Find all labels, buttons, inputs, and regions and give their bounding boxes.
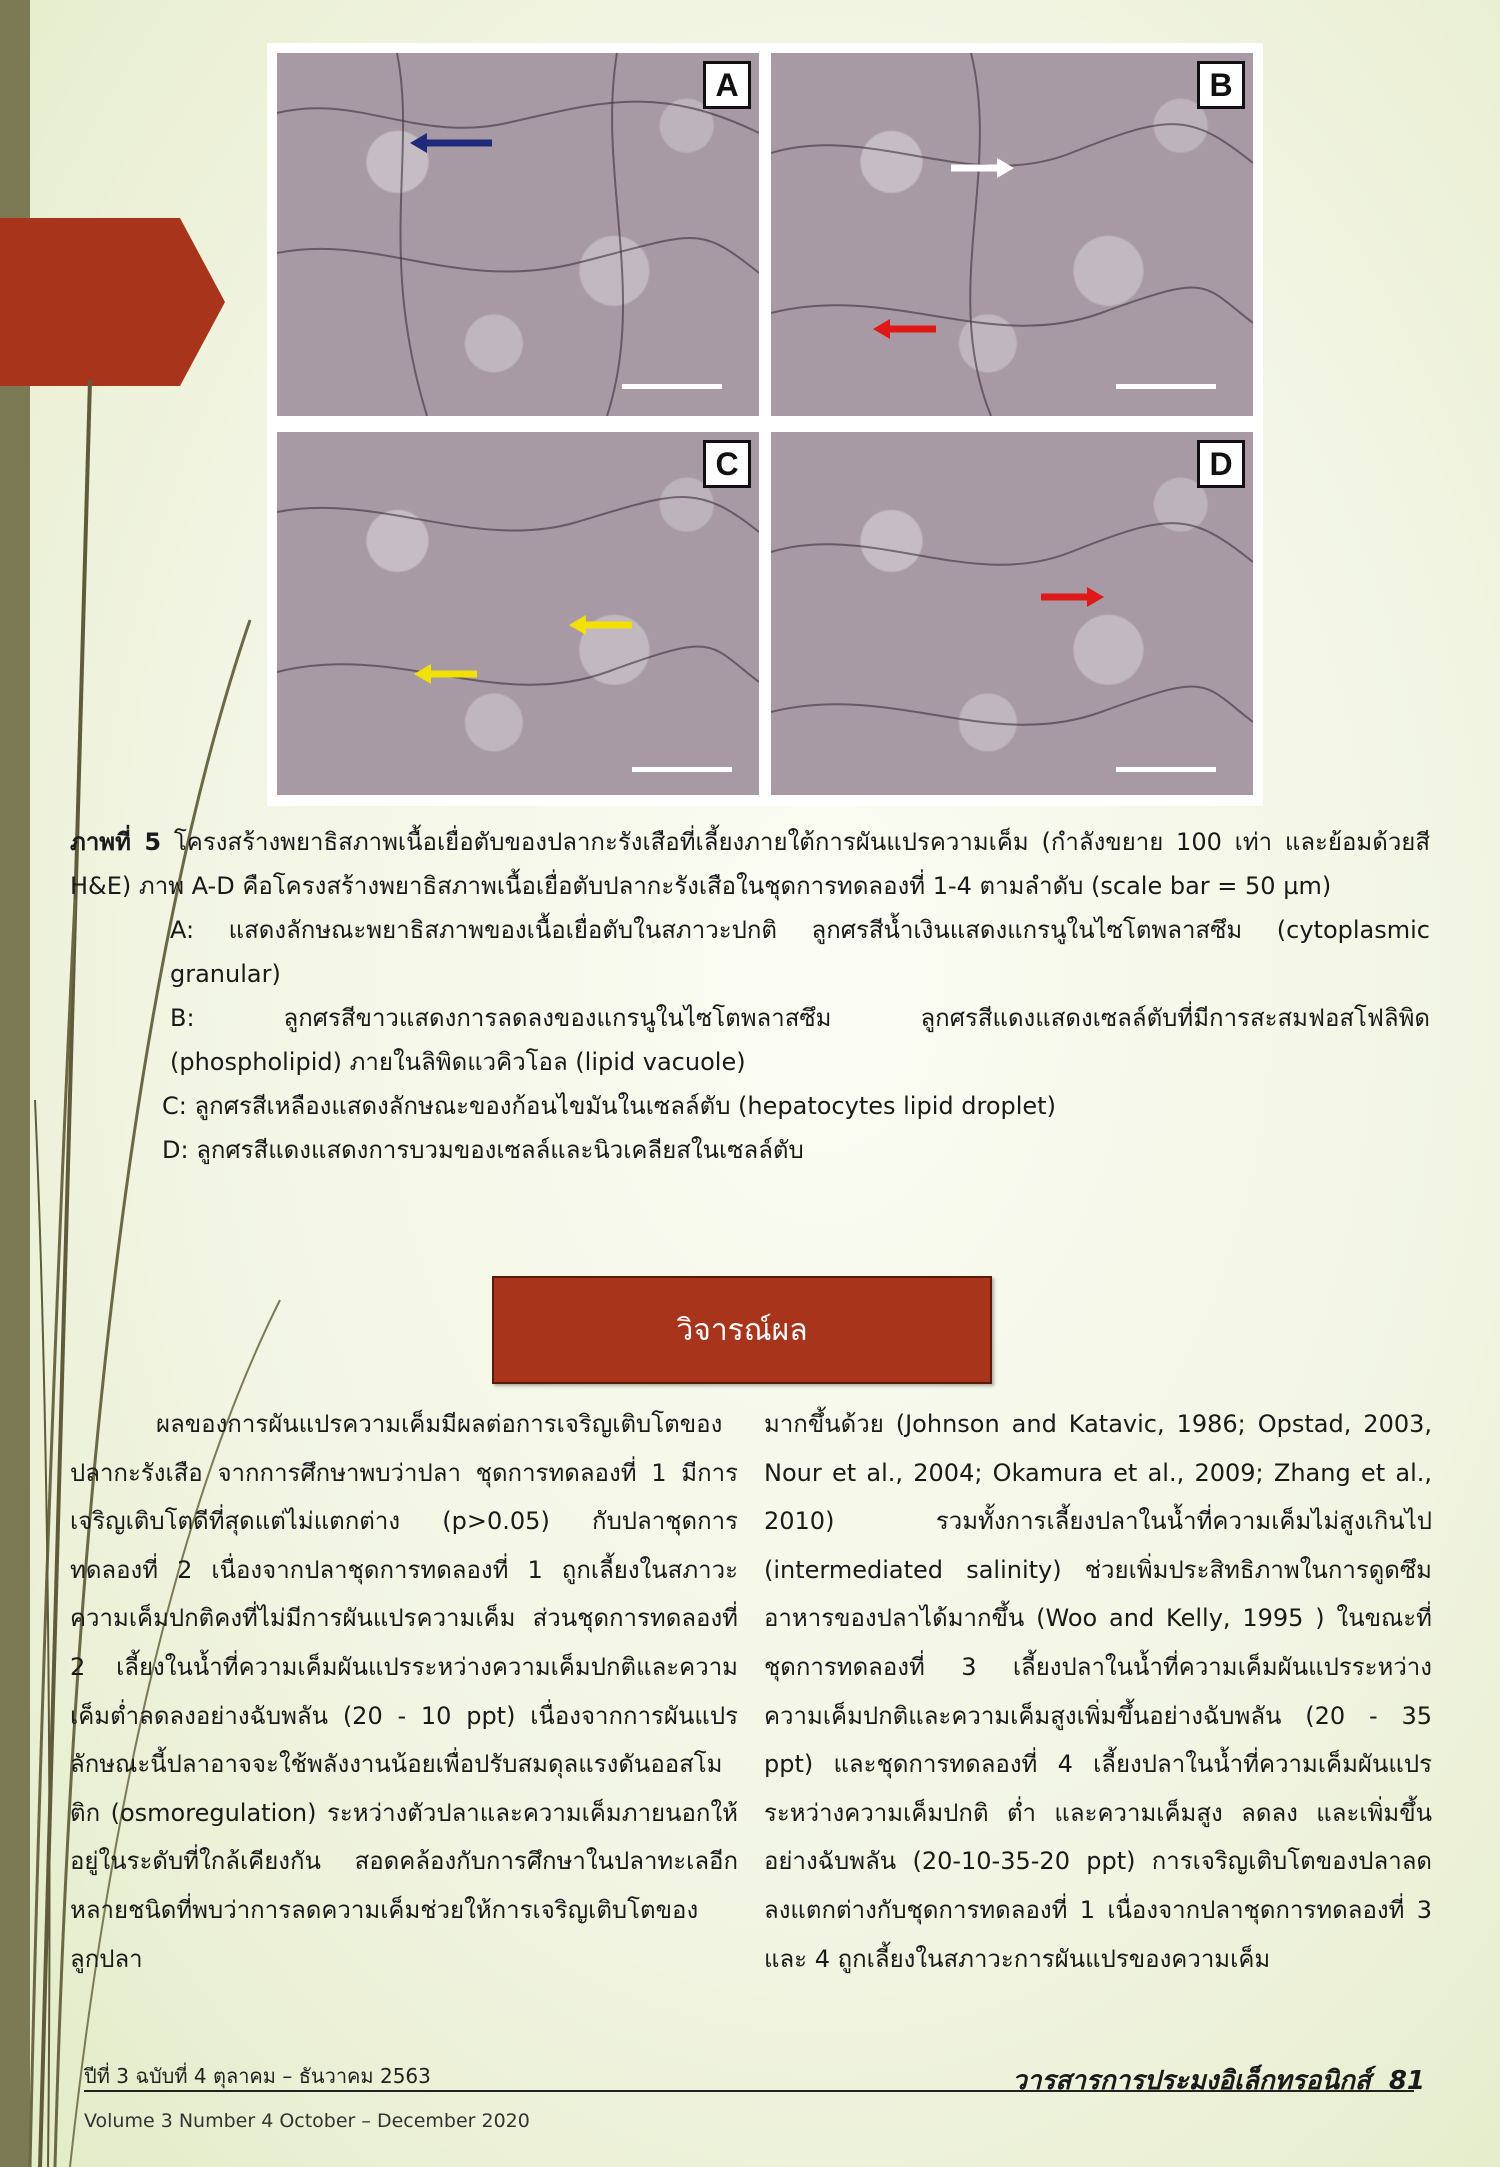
figure-panel-d [771,432,1253,795]
red-arrow-icon [873,319,936,339]
panel-label: C [703,440,751,488]
section-heading [492,1276,992,1384]
body-column-left [70,1400,738,1983]
white-arrow-icon [951,158,1014,178]
panel-label: B [1197,61,1245,109]
histology-figure [267,43,1263,806]
footer-volume: Volume 3 Number 4 October – December 2020 [84,2110,530,2132]
figure-caption [70,820,1430,1172]
panel-label: A [703,61,751,109]
scale-bar [622,384,722,389]
journal-name: วารสารการประมงอิเล็กทรอนิกส์ [1012,2066,1371,2096]
caption-item-b: B: ลูกศรสีขาวแสดงการลดลงของแกรนูในไซโตพลาสซึม ลูกศรสีแดงแสดงเซลล์ตับที่มีการสะสมฟอสโฟลิพิด (phospholipid) ภายในลิพิดแวคิวโอล (lipid vacuole) [170,1004,1430,1076]
page-number: 81 [1388,2066,1425,2096]
section-heading-text: วิจารณ์ผล [676,1312,808,1348]
body-column-right [764,1400,1432,1983]
footer-issue: ปีที่ 3 ฉบับที่ 4 ตุลาคม – ธันวาคม 2563 [84,2064,431,2088]
caption-item-d: D: ลูกศรสีแดงแสดงการบวมของเซลล์และนิวเคลียสในเซลล์ตับ [162,1136,804,1164]
yellow-arrow-icon [414,664,477,684]
figure-panel-b [771,53,1253,416]
scale-bar [1116,767,1216,772]
caption-label: ภาพที่ 5 [70,828,162,856]
caption-item-c: C: ลูกศรสีเหลืองแสดงลักษณะของก้อนไขมันในเซลล์ตับ (hepatocytes lipid droplet) [162,1092,1056,1120]
caption-text: โครงสร้างพยาธิสภาพเนื้อเยื่อตับของปลากะรังเสือที่เลี้ยงภายใต้การผันแปรความเค็ม (กำลังขยาย 100 เท่า และย้อมด้วยสี H&E) ภาพ A-D คือโครงสร้างพยาธิสภาพเนื้อเยื่อตับปลากะรังเสือในชุดการทดลองที่ 1-4 ตามลำดับ (scale bar = 50 µm) [70,828,1431,900]
scale-bar [632,767,732,772]
footer-journal [1012,2060,1425,2101]
red-arrow-icon [1041,587,1104,607]
figure-panel-c [277,432,759,795]
figure-panel-a [277,53,759,416]
caption-item-a: A: แสดงลักษณะพยาธิสภาพของเนื้อเยื่อตับในสภาวะปกติ ลูกศรสีน้ำเงินแสดงแกรนูในไซโตพลาสซึม (cytoplasmic granular) [170,916,1430,988]
body-paragraph-right: มากขึ้นด้วย (Johnson and Katavic, 1986; Opstad, 2003, Nour et al., 2004; Okamura et al., 2009; Zhang et al., 2010) รวมทั้งการเลี้ยงปลาในน้ำที่ความเค็มไม่สูงเกินไป (intermediated salinity) ช่วยเพิ่มประสิทธิภาพในการดูดซึมอาหารของปลาได้มากขึ้น (Woo and Kelly, 1995 ) ในขณะที่ชุดการทดลองที่ 3 เลี้ยงปลาในน้ำที่ความเค็มผันแปรระหว่างความเค็มปกติและความเค็มสูงเพิ่มขึ้นอย่างฉับพลัน (20 - 35 ppt) และชุดการทดลองที่ 4 เลี้ยงปลาในน้ำที่ความเค็มผันแปรระหว่างความเค็มปกติ ต่ำ และความเค็มสูง ลดลง และเพิ่มขึ้นอย่างฉับพลัน (20-10-35-20 ppt) การเจริญเติบโตของปลาลดลงแตกต่างกับชุดการทดลองที่ 1 เนื่องจากปลาชุดการทดลองที่ 3 และ 4 ถูกเลี้ยงในสภาวะการผันแปรของความเค็ม [764,1410,1432,1973]
scale-bar [1116,384,1216,389]
panel-label: D [1197,440,1245,488]
yellow-arrow-icon [569,615,632,635]
blue-arrow-icon [410,133,492,153]
body-paragraph-left: ผลของการผันแปรความเค็มมีผลต่อการเจริญเติบโตของปลากะรังเสือ จากการศึกษาพบว่าปลา ชุดการทดลองที่ 1 มีการเจริญเติบโตดีที่สุดแต่ไม่แตกต่าง (p>0.05) กับปลาชุดการทดลองที่ 2 เนื่องจากปลาชุดการทดลองที่ 1 ถูกเลี้ยงในสภาวะความเค็มปกติคงที่ไม่มีการผันแปรความเค็ม ส่วนชุดการทดลองที่ 2 เลี้ยงในน้ำที่ความเค็มผันแปรระหว่างความเค็มปกติและความเค็มต่ำลดลงอย่างฉับพลัน (20 - 10 ppt) เนื่องจากการผันแปรลักษณะนี้ปลาอาจจะใช้พลังงานน้อยเพื่อปรับสมดุลแรงดันออสโมติก (osmoregulation) ระหว่างตัวปลาและความเค็มภายนอกให้อยู่ในระดับที่ใกล้เคียงกัน สอดคล้องกับการศึกษาในปลาทะเลอีกหลายชนิดที่พบว่าการลดความเค็มช่วยให้การเจริญเติบโตของลูกปลา [70,1410,738,1973]
